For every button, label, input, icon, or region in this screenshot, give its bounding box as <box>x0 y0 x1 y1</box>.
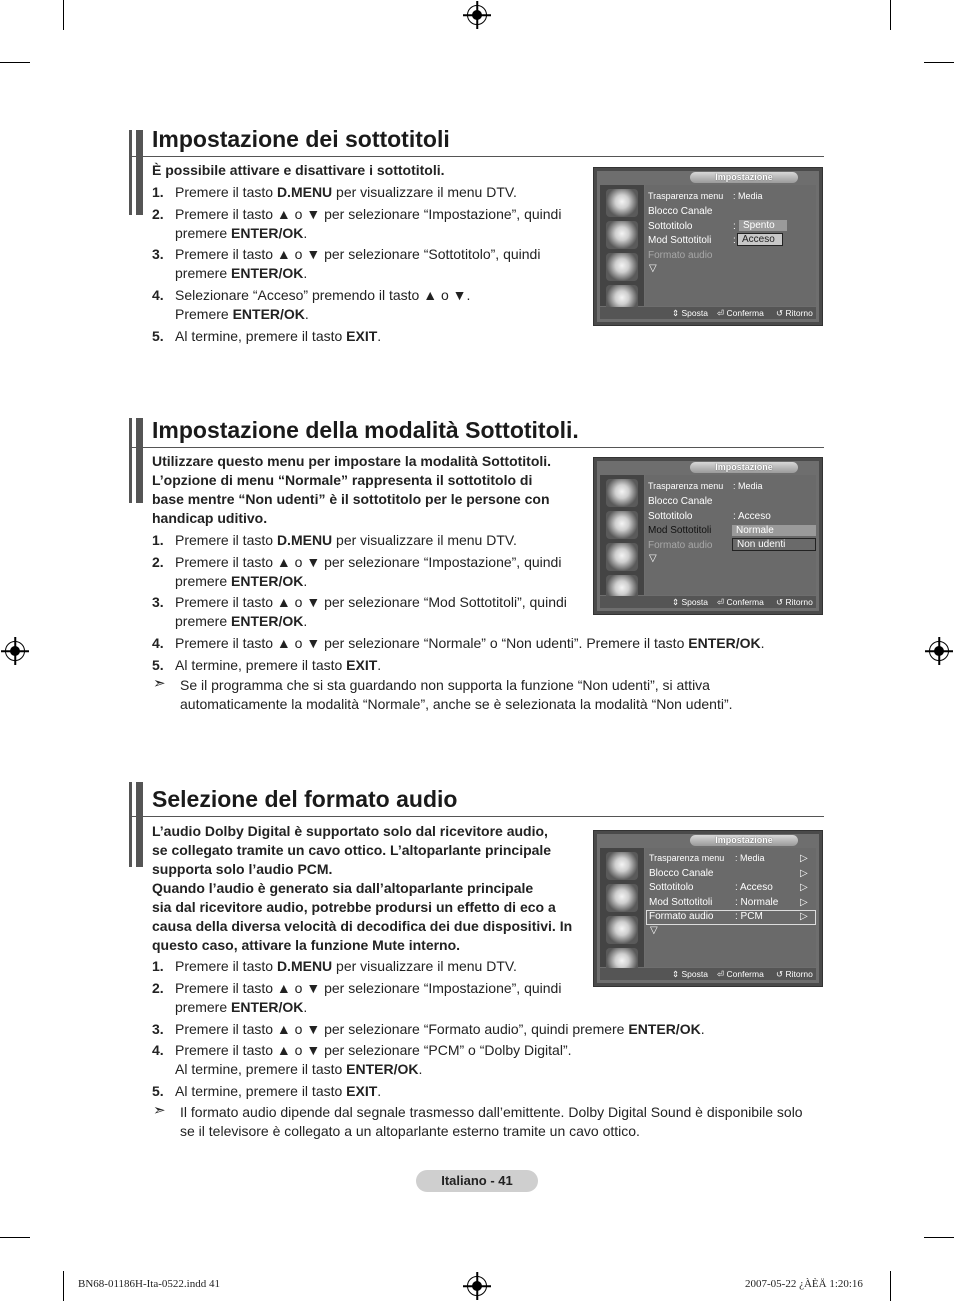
crop-mark <box>924 62 954 63</box>
step-text: Premere il tasto D.MENU per visualizzare il menu DTV. <box>175 958 517 974</box>
menu-item-value: : Media <box>733 481 763 491</box>
menu-item-disabled: Formato audio <box>648 250 713 261</box>
menu-item: Mod Sottotitoli <box>648 235 712 246</box>
crop-mark <box>890 0 891 30</box>
confirm-hint: ⏎ Conferma <box>717 308 764 318</box>
section-divider <box>130 156 824 157</box>
more-down-icon: ▽ <box>649 263 657 274</box>
submenu-arrow-icon: ▷ <box>800 911 808 922</box>
step-number: 4. <box>152 1042 164 1058</box>
menu-footer <box>600 968 816 980</box>
step-text: Premere il tasto D.MENU per visualizzare il menu DTV. <box>175 532 517 548</box>
tv-menu-screenshot <box>593 167 823 326</box>
step-number: 4. <box>152 635 164 651</box>
step-text: Al termine, premere il tasto EXIT. <box>175 657 382 673</box>
step-number: 3. <box>152 1021 164 1037</box>
step-text: Selezionare “Acceso” premendo il tasto ▲ o ▼. Premere ENTER/OK. <box>175 287 471 322</box>
registration-mark-icon <box>5 641 25 661</box>
submenu-arrow-icon: ▷ <box>800 882 808 893</box>
step-number: 2. <box>152 554 164 570</box>
note-arrow-icon: ➣ <box>153 675 166 692</box>
menu-item-selected: Sottotitolo <box>648 221 693 232</box>
picture-icon <box>606 189 638 217</box>
move-hint: ⇕ Sposta <box>672 308 708 318</box>
move-hint: ⇕ Sposta <box>672 969 708 979</box>
step-text: Premere il tasto ▲ o ▼ per selezionare “Mod Sottotitoli”, quindi premere ENTER/OK. <box>175 594 567 629</box>
menu-body <box>645 475 816 595</box>
crop-mark <box>890 1271 891 1301</box>
menu-item-value: : Acceso <box>733 511 771 522</box>
menu-sidebar <box>600 848 644 967</box>
menu-item: Blocco Canale <box>648 496 713 507</box>
step-number: 2. <box>152 980 164 996</box>
sound-icon <box>606 221 638 249</box>
sound-icon <box>606 884 638 912</box>
step-number: 3. <box>152 594 164 610</box>
menu-item-value: : <box>733 221 736 232</box>
step-text: Premere il tasto D.MENU per visualizzare il menu DTV. <box>175 184 517 200</box>
menu-body <box>645 185 816 306</box>
page-number-badge: Italiano - 41 <box>416 1170 538 1192</box>
menu-footer <box>600 596 816 608</box>
step-number: 3. <box>152 246 164 262</box>
menu-header: Impostazione <box>690 835 798 846</box>
step-number: 5. <box>152 1083 164 1099</box>
crop-mark <box>63 1271 64 1301</box>
menu-option-selected: Acceso <box>737 233 783 246</box>
submenu-arrow-icon: ▷ <box>800 868 808 879</box>
channel-icon <box>606 916 638 944</box>
crop-mark <box>0 62 30 63</box>
submenu-arrow-icon: ▷ <box>800 853 808 864</box>
more-down-icon: ▽ <box>649 553 657 564</box>
menu-item: Trasparenza menu <box>648 191 724 201</box>
step-text: Al termine, premere il tasto EXIT. <box>175 1083 382 1099</box>
menu-item: Blocco Canale <box>649 868 714 879</box>
back-hint: ↺ Ritorno <box>776 308 813 318</box>
footer-file-name: BN68-01186H-Ita-0522.indd 41 <box>78 1278 220 1290</box>
step-text: Premere il tasto ▲ o ▼ per selezionare “Impostazione”, quindi premere ENTER/OK. <box>175 206 562 241</box>
menu-option: Spento <box>739 220 787 231</box>
step-text: Premere il tasto ▲ o ▼ per selezionare “Impostazione”, quindi premere ENTER/OK. <box>175 980 562 1015</box>
menu-item-value: : Acceso <box>735 882 773 893</box>
menu-option-selected: Normale <box>732 525 816 536</box>
menu-body <box>645 848 816 967</box>
step-number: 1. <box>152 184 164 200</box>
section-bar <box>129 418 132 503</box>
move-hint: ⇕ Sposta <box>672 597 708 607</box>
step-number: 5. <box>152 657 164 673</box>
section-bar <box>136 418 143 503</box>
menu-item: Trasparenza menu <box>649 853 725 863</box>
crop-mark <box>0 1237 30 1238</box>
registration-mark-icon <box>929 641 949 661</box>
step-text: Al termine, premere il tasto EXIT. <box>175 328 382 344</box>
menu-item-value: : Normale <box>735 897 779 908</box>
note-text: Se il programma che si sta guardando non supporta la funzione “Non udenti”, si attiva automaticamente la modalità “Normale”, anche se è selezionata la modalità “Non udenti”. <box>180 677 733 712</box>
channel-icon <box>606 543 638 571</box>
menu-sidebar <box>600 475 644 595</box>
step-text: Premere il tasto ▲ o ▼ per selezionare “Formato audio”, quindi premere ENTER/OK. <box>175 1021 705 1037</box>
menu-item-selected: Formato audio <box>649 911 714 922</box>
section-divider <box>130 447 824 448</box>
section-bar <box>129 782 132 867</box>
section-intro: È possibile attivare e disattivare i sottotitoli. <box>152 162 445 178</box>
more-down-icon: ▽ <box>650 925 658 936</box>
section-bar <box>136 782 143 867</box>
menu-item: Sottotitolo <box>649 882 694 893</box>
menu-option: Non udenti <box>732 538 816 551</box>
back-hint: ↺ Ritorno <box>776 969 813 979</box>
tv-menu-screenshot <box>593 830 823 987</box>
step-text: Premere il tasto ▲ o ▼ per selezionare “Normale” o “Non udenti”. Premere il tasto ENTER/OK. <box>175 635 765 651</box>
menu-item-disabled: Formato audio <box>648 540 713 551</box>
note-text: Il formato audio dipende dal segnale trasmesso dall’emittente. Dolby Digital Sound è disponibile solo se il televisore è collegato a un altoparlante esterno tramite un cavo ottico. <box>180 1104 803 1139</box>
menu-item: Sottotitolo <box>648 511 693 522</box>
step-text: Premere il tasto ▲ o ▼ per selezionare “PCM” o “Dolby Digital”. Al termine, premere il tasto ENTER/OK. <box>175 1042 572 1077</box>
menu-header: Impostazione <box>690 172 798 183</box>
menu-item-value: : PCM <box>735 911 763 922</box>
confirm-hint: ⏎ Conferma <box>717 597 764 607</box>
registration-mark-icon <box>467 1276 487 1296</box>
section-intro: Utilizzare questo menu per impostare la modalità Sottotitoli. L’opzione di menu “Normale” rappresenta il sottotitolo di base mentre “Non udenti” è il sottotitolo per le persone con handicap uditivo. <box>152 453 552 526</box>
section-title: Impostazione dei sottotitoli <box>152 126 450 152</box>
step-number: 1. <box>152 958 164 974</box>
picture-icon <box>606 479 638 507</box>
crop-mark <box>63 0 64 30</box>
note-arrow-icon: ➣ <box>153 1102 166 1119</box>
picture-icon <box>606 852 638 880</box>
section-bar <box>129 130 132 215</box>
menu-item: Trasparenza menu <box>648 481 724 491</box>
step-number: 2. <box>152 206 164 222</box>
confirm-hint: ⏎ Conferma <box>717 969 764 979</box>
menu-item: Mod Sottotitoli <box>649 897 713 908</box>
menu-item-value: : <box>733 235 736 246</box>
section-bar <box>136 130 143 215</box>
menu-item: Blocco Canale <box>648 206 713 217</box>
tv-menu-screenshot <box>593 457 823 615</box>
registration-mark-icon <box>467 5 487 25</box>
footer-timestamp: 2007-05-22 ¿ÀÈÄ 1:20:16 <box>745 1278 863 1290</box>
section-divider <box>130 816 824 817</box>
channel-icon <box>606 253 638 281</box>
step-text: Premere il tasto ▲ o ▼ per selezionare “Sottotitolo”, quindi premere ENTER/OK. <box>175 246 541 281</box>
menu-item-value: : Media <box>735 853 765 863</box>
menu-item-value: : Media <box>733 191 763 201</box>
step-text: Premere il tasto ▲ o ▼ per selezionare “Impostazione”, quindi premere ENTER/OK. <box>175 554 562 589</box>
section-title: Impostazione della modalità Sottotitoli. <box>152 417 579 443</box>
menu-sidebar <box>600 185 644 306</box>
menu-item-selected: Mod Sottotitoli <box>648 525 712 536</box>
menu-header: Impostazione <box>690 462 798 473</box>
submenu-arrow-icon: ▷ <box>800 897 808 908</box>
back-hint: ↺ Ritorno <box>776 597 813 607</box>
step-number: 4. <box>152 287 164 303</box>
section-intro: L’audio Dolby Digital è supportato solo dal ricevitore audio, se collegato tramite un cavo ottico. L’altoparlante principale supporta solo l’audio PCM. Quando l’audio è generato sia dall’altoparlante principale sia dal ricevitore audio, potrebbe prodursi un effetto di eco a causa della diversa velocità di decodifica dei due dispositivi. In questo caso, attivare la funzione Mute interno. <box>152 823 573 953</box>
menu-footer <box>600 307 816 319</box>
step-number: 5. <box>152 328 164 344</box>
step-number: 1. <box>152 532 164 548</box>
crop-mark <box>924 1237 954 1238</box>
section-title: Selezione del formato audio <box>152 786 458 812</box>
sound-icon <box>606 511 638 539</box>
